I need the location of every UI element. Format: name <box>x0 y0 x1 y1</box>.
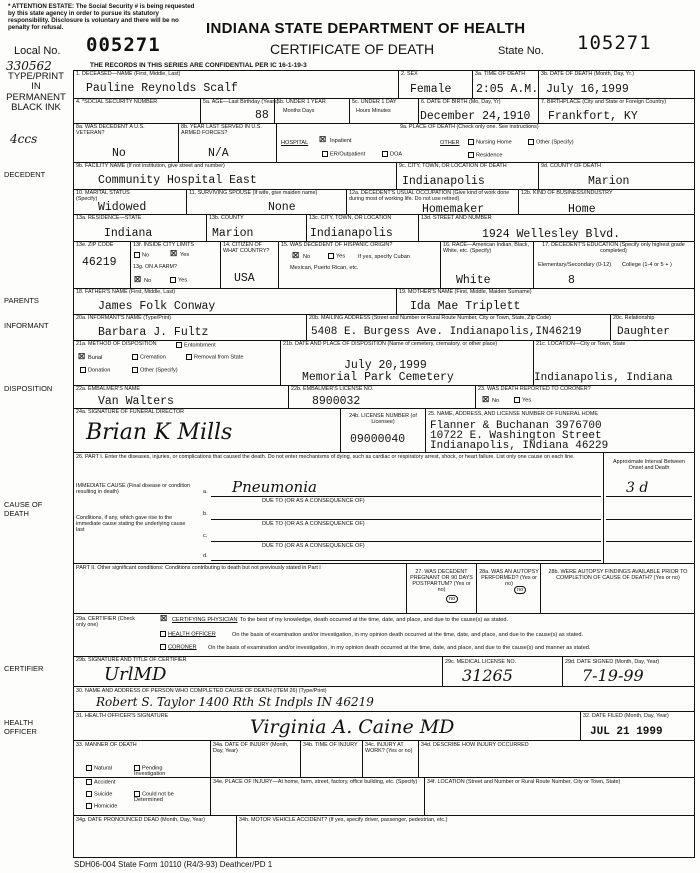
father-value[interactable]: James Folk Conway <box>98 300 216 313</box>
suicide-label: Suicide <box>94 791 113 798</box>
due-to-label-d: DUE TO (OR AS A CONSEQUENCE OF) <box>262 543 365 549</box>
other-disposition-label: Other (Specify) <box>140 367 178 374</box>
father-label: 18. FATHER'S NAME (First, Middle, Last) <box>76 289 176 295</box>
mother-value[interactable]: Ida Mae Triplett <box>410 300 521 313</box>
form-footer: SDH06-004 State Form 10110 (R4/3-93) Deathcer/PD 1 <box>74 860 273 869</box>
entombment-label: Entombment <box>184 342 216 349</box>
ink-instructions: TYPE/PRINT IN PERMANENT BLACK INK <box>6 71 66 114</box>
pronounced-dead-label: 34g. DATE PRONOUNCED DEAD (Month, Day, Year) <box>76 817 205 823</box>
veteran-label: 8a. WAS DECEDENT A U.S. VETERAN? <box>76 124 145 136</box>
veteran-value[interactable]: No <box>112 147 126 160</box>
homicide-option[interactable] <box>86 803 117 809</box>
pending-label: Pending Investigation <box>134 765 166 778</box>
pending-option[interactable] <box>134 765 194 777</box>
inside-city-label: 13f. INSIDE CITY LIMITS <box>133 242 195 248</box>
funeral-home-label: 25. NAME, ADDRESS, AND LICENSE NUMBER OF FUNERAL HOME <box>428 411 598 417</box>
facility-label: 9b. FACILITY NAME (If not institution, give street and number) <box>76 163 225 169</box>
entombment-option[interactable] <box>176 342 216 348</box>
medical-license-label: 29c. MEDICAL LICENSE NO. <box>445 659 517 665</box>
hispanic-yes-note: If yes, specify Cuban <box>358 254 410 260</box>
relationship-label: 20c. Relationship <box>613 315 655 321</box>
health-officer-signature: Virginia A. Caine MD <box>250 716 455 738</box>
er-outpatient-option[interactable] <box>322 151 365 157</box>
completer-label: 30. NAME AND ADDRESS OF PERSON WHO COMPLETED CAUSE OF DEATH (ITEM 26) (Type/Print) <box>76 688 327 694</box>
inside-city-no[interactable] <box>134 252 149 258</box>
suicide-option[interactable] <box>86 791 112 797</box>
decedent-name[interactable]: Pauline Reynolds Scalf <box>86 82 238 95</box>
hospital-label: HOSPITAL <box>281 140 309 146</box>
natural-option[interactable] <box>86 765 112 771</box>
on-farm-no-check[interactable]: ☒ <box>134 275 142 284</box>
due-to-label-c: DUE TO (OR AS A CONSEQUENCE OF) <box>262 521 365 527</box>
on-farm-no-label: No <box>144 278 152 284</box>
age-value[interactable]: 88 <box>255 109 269 122</box>
injury-at-work-label: 34c. INJURY AT WORK? (Yes or no) <box>365 742 413 754</box>
disposition-place[interactable]: Memorial Park Cemetery <box>302 371 454 384</box>
completer-value: Robert S. Taylor 1400 Rth St Indpls IN 46219 <box>96 695 374 709</box>
other-specify-label: Other (Specify) <box>536 139 574 146</box>
burial-check[interactable]: ☒ <box>78 352 86 361</box>
disposition-date-place-label: 21b. DATE AND PLACE OF DISPOSITION (Name of cemetery, crematory, or other place) <box>283 341 498 347</box>
residence-option[interactable] <box>468 152 502 158</box>
line-b-marker: b. <box>203 511 208 517</box>
interval-label: Approximate Interval Between Onset and Death <box>613 459 685 471</box>
res-county-label: 13b. COUNTY <box>209 215 244 221</box>
section-informant: INFORMANT <box>4 321 49 330</box>
spouse-value[interactable]: None <box>268 201 296 214</box>
residence-label: Residence <box>476 152 503 159</box>
cause-a-value: Pneumonia <box>232 478 317 496</box>
motor-vehicle-label: 34h. MOTOR VEHICLE ACCIDENT? (If yes, specify driver, passenger, pedestrian, etc.) <box>239 817 448 823</box>
relationship-value[interactable]: Daughter <box>617 326 670 338</box>
business-label: 12b. KIND OF BUSINESS/INDUSTRY <box>521 190 613 196</box>
other-label: OTHER <box>440 140 460 146</box>
coroner-reported-label: 23. WAS DEATH REPORTED TO CORONER? <box>478 386 591 392</box>
date-filed-value[interactable]: JUL 21 1999 <box>590 726 663 738</box>
medical-license-value: 31265 <box>462 666 513 685</box>
date-of-death-label: 3b. DATE OF DEATH (Month, Day, Yr.) <box>541 71 635 77</box>
donation-label: Donation <box>88 367 111 374</box>
res-county-value[interactable]: Marion <box>212 227 254 240</box>
zip-label: 13e. ZIP CODE <box>76 242 114 248</box>
age-label: 5a. AGE—Last Birthday (Years) <box>203 99 279 105</box>
citizen-value[interactable]: USA <box>234 272 255 285</box>
education-elem-label: Elementary/Secondary (0-12) <box>538 262 612 268</box>
confidential-note: THE RECORDS IN THIS SERIES ARE CONFIDENTIAL PER IC 16-1-19-3 <box>90 62 307 69</box>
donation-option[interactable] <box>80 367 110 373</box>
on-farm-yes[interactable] <box>170 277 187 283</box>
fd-license-value[interactable]: 09000040 <box>350 433 406 446</box>
street-label: 13d. STREET AND NUMBER <box>421 215 492 221</box>
race-value[interactable]: White <box>456 274 491 287</box>
section-certifier: CERTIFIER <box>4 664 44 673</box>
line-a-marker: a. <box>203 489 208 495</box>
education-value[interactable]: 8 <box>568 274 575 287</box>
conditions-label: Conditions, if any, which gave rise to the immediate cause stating the underlying cause last <box>76 515 186 533</box>
disposition-date[interactable]: July 20,1999 <box>344 359 427 372</box>
manner-label: 33. MANNER OF DEATH <box>76 742 137 748</box>
year-served-label: 8b. YEAR LAST SERVED IN U.S. ARMED FORCES? <box>181 124 262 136</box>
interval-a-value: 3 d <box>626 480 649 496</box>
health-officer-text: On the basis of examination and/or investigation, in my opinion death occurred at the time, date, and place, and due to the cause(s) as stated. <box>232 632 584 638</box>
doa-option[interactable] <box>382 151 402 157</box>
birthplace-label: 7. BIRTHPLACE (City and State or Foreign Country) <box>541 99 667 105</box>
on-farm-yes-label: Yes <box>178 277 188 284</box>
nursing-label: Nursing Home <box>476 139 512 146</box>
mailing-value[interactable]: 5408 E. Burgess Ave. Indianapolis,IN46219 <box>311 326 582 338</box>
hispanic-sub: Mexican, Puerto Rican, etc. <box>290 265 359 271</box>
date-of-death-value[interactable]: July 16,1999 <box>546 83 629 96</box>
immediate-cause-label: IMMEDIATE CAUSE (Final disease or condition resulting in death) <box>76 483 191 495</box>
removal-option[interactable] <box>186 354 243 360</box>
funeral-director-signature: Brian K Mills <box>86 420 233 445</box>
spouse-label: 11. SURVIVING SPOUSE (If wife, give maiden name) <box>189 190 318 196</box>
coroner-no-label: No <box>492 398 500 404</box>
res-state-label: 13a. RESIDENCE—STATE <box>76 215 142 221</box>
cert-physician-label: CERTIFYING PHYSICIAN <box>172 617 238 623</box>
coroner-opt-label: CORONER <box>168 644 197 651</box>
er-outpatient-label: ER/Outpatient <box>330 151 366 158</box>
homicide-label: Homicide <box>94 803 118 810</box>
res-state-value[interactable]: Indiana <box>104 227 153 240</box>
removal-label: Removal from State <box>194 354 244 361</box>
date-signed-value: 7-19-99 <box>582 666 644 685</box>
funeral-home-line1[interactable]: Flanner & Buchanan 3976700 <box>430 420 602 432</box>
agency-title: INDIANA STATE DEPARTMENT OF HEALTH <box>206 20 526 37</box>
disposition-method-label: 21a. METHOD OF DISPOSITION <box>76 341 157 347</box>
funeral-home-line3[interactable]: Indianapolis, INdiana 46229 <box>430 440 609 452</box>
attention-notice: * ATTENTION ESTATE: The Social Security # is being requested by this state agency in order to pursue its statutory responsibility. Disclosure is voluntary and there will be no penalty for refusal. <box>8 3 195 32</box>
accident-option[interactable] <box>86 779 115 785</box>
coroner-text: On the basis of examination and/or investigation, in my opinion death occurred at the time, date, and place, and due to the cause(s) and manner as stated. <box>208 645 591 651</box>
county-of-death-value[interactable]: Marion <box>588 175 630 188</box>
inside-city-no-label: No <box>142 252 150 259</box>
under-1-day-sub: Hours Minutes <box>356 108 391 114</box>
hispanic-label: 15. WAS DECEDENT OF HISPANIC ORIGIN? <box>281 242 393 248</box>
coroner-yes-label: Yes <box>522 397 532 404</box>
nursing-option[interactable] <box>468 139 512 145</box>
section-cause: CAUSE OF DEATH <box>4 500 43 518</box>
year-served-value[interactable]: N/A <box>208 147 229 160</box>
education-college-label: College (1-4 or 5 + ) <box>622 262 672 268</box>
accident-label: Accident <box>94 779 116 786</box>
cause-part1-label: 26. PART I. Enter the diseases, injuries, or complications that caused the death. Do not enter mechanisms of dying, such as cardiac or respiratory arrest, shock, or heart failure. List only one cause on each line. <box>76 454 575 460</box>
date-filed-label: 32. DATE FILED (Month, Day, Year) <box>583 713 669 719</box>
notdet-option[interactable] <box>134 791 200 803</box>
mother-label: 19. MOTHER'S NAME (First, Middle, Maiden Surname) <box>399 289 532 295</box>
cert-physician-check[interactable]: ☒ <box>160 614 168 623</box>
business-value[interactable]: Home <box>568 203 596 216</box>
dob-value[interactable]: December 24,1910 <box>420 110 531 123</box>
on-farm-label: 13g. ON A FARM? <box>133 264 178 270</box>
zip-value[interactable]: 46219 <box>82 256 117 269</box>
section-decedent: DECEDENT <box>4 170 46 179</box>
cremation-label: Cremation <box>140 354 166 361</box>
inside-city-yes-check[interactable]: ☒ <box>170 249 178 258</box>
occupation-label: 12a. DECEDENT'S USUAL OCCUPATION (Give kind of work done during most of working life. Do not use retired) <box>349 190 510 202</box>
time-of-injury-label: 34b. TIME OF INJURY <box>303 742 358 748</box>
health-officer-sig-label: 31. HEALTH OFFICER'S SIGNATURE <box>76 713 169 719</box>
other-specify-option[interactable] <box>528 139 574 145</box>
place-of-injury-label: 34e. PLACE OF INJURY—At home, farm, street, factory, office building, etc. (Specify) <box>213 779 418 785</box>
county-of-death-label: 9d. COUNTY OF DEATH <box>541 163 602 169</box>
hispanic-yes-label: Yes <box>336 253 346 260</box>
health-officer-option[interactable] <box>160 631 216 637</box>
disposition-location-value[interactable]: Indianapolis, Indiana <box>534 372 673 384</box>
city-of-death-value[interactable]: Indianapolis <box>402 175 485 188</box>
part2-label: PART II. Other significant conditions: Conditions contributing to death but not previously stated in Part I <box>76 565 321 571</box>
pregnant-value[interactable]: no <box>446 595 458 603</box>
due-to-label-b: DUE TO (OR AS A CONSEQUENCE OF) <box>262 498 365 504</box>
doa-label: DOA <box>390 151 403 158</box>
funeral-director-sig-label: 24a. SIGNATURE OF FUNERAL DIRECTOR <box>76 409 185 415</box>
date-signed-label: 29d. DATE SIGNED (Month, Day, Year) <box>565 659 660 665</box>
line-c-marker: c. <box>203 533 208 539</box>
fd-license-label: 24b. LICENSE NUMBER (of Licensee) <box>349 413 417 425</box>
embalmer-value[interactable]: Van Walters <box>98 395 174 408</box>
injury-location-label: 34f. LOCATION (Street and Number or Rural Route Number, City or Town, State) <box>427 779 621 785</box>
street-value[interactable]: 1924 Wellesley Blvd. <box>482 228 621 241</box>
under-1-day-label: 5c. UNDER 1 DAY <box>352 99 397 105</box>
certifier-label: 29a. CERTIFIER (Check only one) <box>76 616 135 628</box>
burial-label: Burial <box>88 355 103 361</box>
facility-value[interactable]: Community Hospital East <box>98 174 257 187</box>
marital-label: 10. MARITAL STATUS (Specify) <box>76 190 130 202</box>
time-of-death-label: 3a. TIME OF DEATH <box>475 71 526 77</box>
health-officer-opt-label: HEALTH OFFICER <box>168 631 216 638</box>
handwritten-code: 4ccs <box>10 132 38 146</box>
certifier-sig-label: 29b. SIGNATURE AND TITLE OF CERTIFIER <box>76 657 187 663</box>
under-1-year-label: 5b. UNDER 1 YEAR <box>277 99 326 105</box>
cremation-option[interactable] <box>132 354 166 360</box>
local-no-label: Local No. <box>14 45 61 57</box>
handwritten-local: 330562 <box>6 59 52 73</box>
notdet-label: Could not be Determined <box>134 791 174 804</box>
education-label: 17. DECEDENT'S EDUCATION (Specify only highest grade completed) <box>542 242 685 254</box>
other-disposition-option[interactable] <box>132 367 178 373</box>
state-no-value: 105271 <box>577 32 652 54</box>
ssn-label: 4. *SOCIAL SECURITY NUMBER <box>76 99 158 105</box>
under-1-year-sub: Months Days <box>283 108 315 114</box>
sex-label: 2. SEX <box>401 71 418 77</box>
embalmer-license-value[interactable]: 8900032 <box>312 395 361 408</box>
birthplace-value[interactable]: Frankfort, KY <box>548 110 638 123</box>
autopsy-findings-label: 28b. WERE AUTOPSY FINDINGS AVAILABLE PRIOR TO COMPLETION OF CAUSE OF DEATH? (Yes or no) <box>548 569 688 581</box>
inpatient-check[interactable]: ☒ <box>319 135 327 144</box>
natural-label: Natural <box>94 765 113 772</box>
local-no-value: 005271 <box>86 34 161 56</box>
disposition-location-label: 21c. LOCATION—City or Town, State <box>536 341 626 347</box>
informant-label: 20a. INFORMANT'S NAME (Type/Print) <box>76 315 172 321</box>
certifier-signature: UrlMD <box>104 664 167 685</box>
date-of-injury-label: 34a. DATE OF INJURY (Month, Day, Year) <box>213 742 289 754</box>
section-parents: PARENTS <box>4 296 39 305</box>
hispanic-no-check[interactable]: ☒ <box>292 251 300 260</box>
section-disposition: DISPOSITION <box>4 384 53 393</box>
place-of-death-label: 9a. PLACE OF DEATH (Check only one. See instructions) <box>400 124 539 130</box>
state-no-label: State No. <box>498 45 544 57</box>
dob-label: 6. DATE OF BIRTH (Mo, Day, Yr) <box>421 99 501 105</box>
embalmer-label: 22a. EMBALMER'S NAME <box>76 386 140 392</box>
autopsy-label: 28a. WAS AN AUTOPSY PERFORMED? (Yes or no) <box>479 569 539 587</box>
embalmer-license-label: 22b. EMBALMER'S LICENSE NO. <box>291 386 374 392</box>
cert-physician-text: To the best of my knowledge, death occurred at the time, date, and place, and due to the cause(s) as stated. <box>240 617 509 623</box>
inpatient-label: Inpatient <box>330 138 352 144</box>
hispanic-yes[interactable] <box>328 253 345 259</box>
injury-description-label: 34d. DESCRIBE HOW INJURY OCCURRED <box>421 742 529 748</box>
autopsy-value[interactable]: no <box>514 586 526 594</box>
inside-city-yes-label: Yes <box>180 252 190 258</box>
city-of-death-label: 9c. CITY, TOWN, OR LOCATION OF DEATH <box>399 163 507 169</box>
line-d-marker: d. <box>203 553 208 559</box>
coroner-yes[interactable] <box>514 397 531 403</box>
marital-value[interactable]: Widowed <box>98 201 147 214</box>
res-city-label: 13c. CITY, TOWN, OR LOCATION <box>309 215 392 221</box>
coroner-option[interactable] <box>160 644 197 650</box>
time-of-death-value[interactable]: 2:05 A.M. <box>476 83 539 96</box>
mailing-label: 20b. MAILING ADDRESS (Street and Number or Rural Route Number, City or Town, State, Zip Code) <box>309 315 551 321</box>
informant-value[interactable]: Barbara J. Fultz <box>98 326 209 339</box>
name-label: 1. DECEASED—NAME (First, Middle, Last) <box>76 71 181 77</box>
race-label: 16. RACE—American Indian, Black, White, etc. (Specify) <box>443 242 529 254</box>
funeral-home-line2[interactable]: 10722 E. Washington Street <box>430 430 602 442</box>
occupation-value[interactable]: Homemaker <box>422 203 485 216</box>
section-health-officer: HEALTH OFFICER <box>4 718 37 736</box>
res-city-value[interactable]: Indianapolis <box>310 227 393 240</box>
hispanic-no-label: No <box>303 254 311 260</box>
coroner-no-check[interactable]: ☒ <box>482 395 490 404</box>
sex-value[interactable]: Female <box>410 83 452 96</box>
citizen-label: 14. CITIZEN OF WHAT COUNTRY? <box>223 242 270 254</box>
pregnant-label: 27. WAS DECEDENT PREGNANT OR 90 DAYS POSTPARTUM? (Yes or no) <box>410 569 473 593</box>
certificate-title: CERTIFICATE OF DEATH <box>270 41 435 57</box>
